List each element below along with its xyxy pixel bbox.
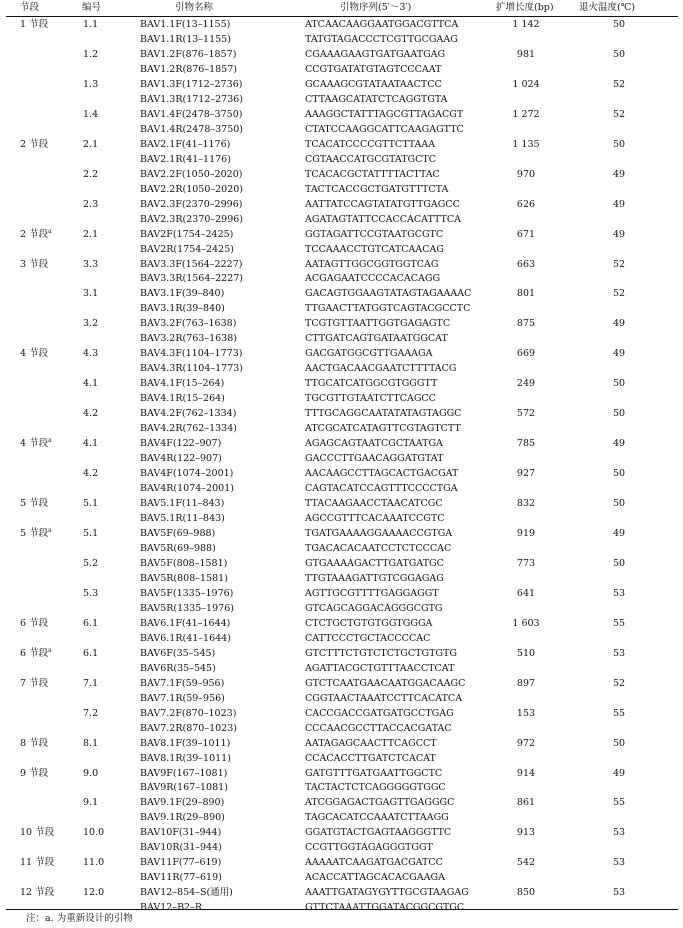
- sequence-cell: GGTAGATTCCGTAATGCGTC: [305, 228, 444, 240]
- length-cell: 914: [516, 767, 536, 779]
- segment-cell: 10 节段: [20, 827, 55, 839]
- primer-name-cell: BAV7.2R(870–1023): [140, 722, 237, 734]
- number-cell: 10.0: [83, 827, 105, 839]
- sequence-cell: TTGTAAAGATTGTCGGAGAG: [305, 572, 444, 584]
- sequence-cell: TACTCACCGCTGATGTTTCTA: [305, 183, 449, 195]
- primer-name-cell: BAV2.3F(2370–2996): [140, 198, 243, 210]
- number-cell: 2.3: [83, 198, 99, 210]
- number-cell: 9.0: [83, 767, 99, 779]
- primer-name-cell: BAV5F(69–988): [140, 527, 216, 539]
- temp-cell: 49: [612, 348, 626, 360]
- length-cell: 897: [516, 677, 536, 689]
- number-cell: 8.1: [83, 737, 99, 749]
- number-cell: 11.0: [83, 857, 105, 869]
- temp-cell: 55: [612, 797, 626, 809]
- primer-name-cell: BAV8.1F(39–1011): [140, 737, 231, 749]
- primer-name-cell: BAV11F(77–619): [140, 857, 222, 869]
- sequence-cell: TTGAACTTATGGTCAGTACGCCTC: [305, 303, 471, 315]
- primer-name-cell: BAV4R(1074–2001): [140, 483, 234, 495]
- sequence-cell: GTCTTTCTGTCTCTGCTGTGTG: [305, 647, 457, 659]
- primer-name-cell: BAV7.2F(870–1023): [140, 707, 237, 719]
- number-cell: 4.1: [83, 378, 99, 390]
- primer-name-cell: BAV5R(1335–1976): [140, 602, 234, 614]
- primer-name-cell: BAV9.1R(29–890): [140, 812, 225, 824]
- temp-cell: 50: [612, 498, 626, 510]
- sequence-cell: GTTCTAAATTGGATACGGCGTGC: [305, 902, 465, 914]
- number-cell: 3.3: [83, 258, 99, 270]
- sequence-cell: GATGTTTGATGAATTGGCTC: [305, 767, 443, 779]
- segment-cell: 1 节段: [20, 19, 49, 30]
- sequence-cell: GACGATGGCGTTGAAAGA: [305, 348, 433, 360]
- temp-cell: 53: [612, 647, 626, 659]
- primer-name-cell: BAV7.1R(59–956): [140, 692, 225, 704]
- length-cell: 927: [516, 468, 536, 480]
- header-amplicon-length: 扩增长度(bp): [496, 2, 554, 13]
- sequence-cell: CATTCCCTGCTACCCCAC: [305, 632, 431, 644]
- primer-name-cell: BAV6.1F(41–1644): [140, 617, 231, 629]
- primer-name-cell: BAV9R(167–1081): [140, 782, 228, 794]
- length-cell: 850: [516, 887, 536, 899]
- sequence-cell: CCGTGATATGTAGTCCCAAT: [305, 63, 442, 75]
- header-number: 编号: [82, 2, 102, 13]
- footnote: 注：a. 为重新设计的引物: [26, 913, 133, 924]
- sequence-cell: AAAGGCTATTTAGCGTTAGACGT: [305, 108, 464, 120]
- sequence-cell: AAATTGATAGYGYTTGCGTAAGAG: [305, 887, 469, 899]
- sequence-cell: GTCTCAATGAACAATGGACAAGC: [305, 677, 466, 689]
- sequence-cell: ATCAACAAGGAATGGACGTTCA: [305, 19, 459, 30]
- segment-cell: 7 节段: [20, 677, 49, 689]
- length-cell: 626: [516, 198, 536, 210]
- segment-label: 2 节段: [20, 228, 49, 240]
- primer-name-cell: BAV4F(1074–2001): [140, 468, 234, 480]
- sequence-cell: ACGAGAATCCCCACACAGG: [305, 273, 441, 285]
- segment-cell: 2 节段: [20, 138, 49, 150]
- temp-cell: 53: [612, 887, 626, 899]
- primer-name-cell: BAV1.3R(1712–2736): [140, 93, 244, 105]
- length-cell: 861: [516, 797, 536, 809]
- segment-cell: [20, 526, 52, 541]
- length-cell: 1 024: [512, 78, 540, 90]
- number-cell: 4.2: [83, 408, 99, 420]
- sequence-cell: AGAGCAGTAATCGCTAATGA: [305, 438, 443, 450]
- length-cell: 1 135: [512, 138, 540, 150]
- temp-cell: 53: [612, 857, 626, 869]
- segment-cell: 6 节段: [20, 617, 49, 629]
- sequence-cell: TTTGCAGGCAATATATAGTAGGC: [305, 408, 462, 420]
- redesigned-marker: a: [48, 227, 52, 235]
- number-cell: 1.3: [83, 78, 99, 90]
- number-cell: 9.1: [83, 797, 99, 809]
- length-cell: 785: [516, 438, 536, 450]
- number-cell: 5.1: [83, 498, 99, 510]
- temp-cell: 53: [612, 827, 626, 839]
- primer-name-cell: BAV5R(69–988): [140, 542, 216, 554]
- primer-name-cell: BAV5F(1335–1976): [140, 587, 234, 599]
- sequence-cell: AACTGACAACGAATCTTTTACG: [305, 363, 457, 375]
- primer-name-cell: BAV2F(1754–2425): [140, 228, 234, 240]
- length-cell: 153: [516, 707, 536, 719]
- primer-name-cell: BAV4R(122–907): [140, 453, 222, 465]
- sequence-cell: AAAAATCAAGATGACGATCC: [305, 857, 443, 869]
- header-annealing-temp: 退火温度(℃): [579, 2, 636, 13]
- number-cell: 6.1: [83, 647, 99, 659]
- table-header-row: [0, 0, 683, 16]
- primer-name-cell: BAV3.2R(763–1638): [140, 333, 237, 345]
- number-cell: 4.1: [83, 438, 99, 450]
- primer-name-cell: BAV1.3F(1712–2736): [140, 78, 243, 90]
- sequence-cell: GGATGTACTGAGTAAGGGTTC: [305, 827, 452, 839]
- sequence-cell: CGGTAACTAAATCCTTCACATCA: [305, 692, 463, 704]
- primer-name-cell: BAV6R(35–545): [140, 662, 216, 674]
- number-cell: 1.2: [83, 48, 99, 60]
- temp-cell: 50: [612, 408, 626, 420]
- sequence-cell: TGACACACAATCCTCTCCCAC: [305, 542, 452, 554]
- length-cell: 832: [516, 498, 536, 510]
- sequence-cell: TTGCATCATGGCGTGGGTT: [305, 378, 438, 390]
- sequence-cell: CCGTTGGTAGAGGGTGGT: [305, 842, 433, 854]
- length-cell: 913: [516, 827, 536, 839]
- primer-name-cell: BAV1.2F(876–1857): [140, 48, 237, 60]
- sequence-cell: GTCAGCAGGACAGGGCGTG: [305, 602, 443, 614]
- temp-cell: 49: [612, 228, 626, 240]
- sequence-cell: TCACACGCTATTTTACTTAC: [305, 168, 440, 180]
- temp-cell: 49: [612, 527, 626, 539]
- primer-name-cell: BAV1.4R(2478–3750): [140, 123, 244, 135]
- redesigned-marker: a: [48, 526, 52, 534]
- sequence-cell: CTTAAGCATATCTCAGGTGTA: [305, 93, 448, 105]
- temp-cell: 50: [612, 557, 626, 569]
- segment-cell: 9 节段: [20, 767, 49, 779]
- sequence-cell: TCACATCCCCGTTCTTAAA: [305, 138, 436, 150]
- temp-cell: 50: [612, 378, 626, 390]
- primer-name-cell: BAV3.2F(763–1638): [140, 318, 237, 330]
- segment-cell: 11 节段: [20, 857, 55, 869]
- segment-cell: 12 节段: [20, 887, 55, 899]
- length-cell: 641: [516, 587, 536, 599]
- sequence-cell: AACAAGCCTTAGCACTGACGAT: [305, 468, 459, 480]
- primer-name-cell: BAV2.1R(41–1176): [140, 153, 231, 165]
- header-sequence: 引物序列(5′～3′): [340, 2, 412, 13]
- sequence-cell: CACCGACCGATGATGCCTGAG: [305, 707, 454, 719]
- sequence-cell: TCGTGTTAATTGGTGAGAGTC: [305, 318, 451, 330]
- primer-name-cell: BAV10F(31–944): [140, 827, 222, 839]
- redesigned-marker: a: [48, 437, 52, 444]
- number-cell: 3.2: [83, 318, 99, 330]
- segment-label: 6 节段: [20, 647, 49, 659]
- sequence-cell: GTGAAAAGACTTGATGATGC: [305, 557, 444, 569]
- redesigned-marker: a: [48, 646, 52, 654]
- temp-cell: 50: [612, 48, 626, 60]
- primer-name-cell: BAV4.1R(15–264): [140, 393, 225, 405]
- primer-name-cell: BAV2.3R(2370–2996): [140, 213, 244, 225]
- primer-name-cell: BAV12–854–S(通用): [140, 887, 233, 899]
- primer-name-cell: BAV1.1R(13–1155): [140, 33, 231, 45]
- temp-cell: 49: [612, 168, 626, 180]
- temp-cell: 52: [612, 677, 626, 689]
- number-cell: 5.1: [83, 527, 99, 539]
- primer-name-cell: BAV5F(808–1581): [140, 557, 228, 569]
- length-cell: 1 272: [512, 108, 540, 120]
- primer-name-cell: BAV6.1R(41–1644): [140, 632, 231, 644]
- length-cell: 972: [516, 737, 536, 749]
- segment-cell: [20, 436, 52, 451]
- bottom-rule: [6, 909, 678, 910]
- length-cell: 875: [516, 318, 536, 330]
- primer-name-cell: BAV1.4F(2478–3750): [140, 108, 243, 120]
- primer-name-cell: BAV5R(808–1581): [140, 572, 228, 584]
- sequence-cell: AGTTGCGTTTTGAGGAGGT: [305, 587, 439, 599]
- primer-name-cell: BAV4.3R(1104–1773): [140, 363, 244, 375]
- length-cell: 773: [516, 557, 536, 569]
- sequence-cell: TACTACTCTCAGGGGGTGGC: [305, 782, 446, 794]
- segment-cell: 8 节段: [20, 737, 49, 749]
- primer-name-cell: BAV4.2F(762–1334): [140, 408, 237, 420]
- sequence-cell: AATAGTTGGCGGTGGTCAG: [305, 258, 439, 270]
- sequence-cell: AGATTACGCTGTTTAACCTCAT: [305, 662, 455, 674]
- sequence-cell: CTCTGCTGTGTGGTGGGA: [305, 617, 433, 629]
- header-segment: 节段: [20, 2, 40, 13]
- number-cell: 7.1: [83, 677, 99, 689]
- primer-name-cell: BAV4.3F(1104–1773): [140, 348, 243, 360]
- temp-cell: 52: [612, 78, 626, 90]
- number-cell: 2.1: [83, 138, 99, 150]
- sequence-cell: GCAAAGCGTATAATAACTCC: [305, 78, 442, 90]
- length-cell: 510: [516, 647, 536, 659]
- sequence-cell: ATCGGAGACTGAGTTGAGGGC: [305, 797, 455, 809]
- number-cell: 3.1: [83, 288, 99, 300]
- length-cell: 981: [516, 48, 536, 60]
- length-cell: 1 603: [512, 617, 540, 629]
- primer-name-cell: BAV4F(122–907): [140, 438, 222, 450]
- temp-cell: 55: [612, 617, 626, 629]
- primer-name-cell: BAV2.2F(1050–2020): [140, 168, 243, 180]
- sequence-cell: TGCGTTGTAATCTTCAGCC: [305, 393, 436, 405]
- length-cell: 671: [516, 228, 536, 240]
- sequence-cell: CAGTACATCCAGTTTCCCCTGA: [305, 483, 458, 495]
- primer-name-cell: BAV3.3F(1564–2227): [140, 258, 243, 270]
- length-cell: 669: [516, 348, 536, 360]
- sequence-cell: CGAAAGAAGTGATGAATGAG: [305, 48, 446, 60]
- number-cell: 5.2: [83, 557, 99, 569]
- temp-cell: 49: [612, 198, 626, 210]
- sequence-cell: ATCGCATCATAGTTCGTAGTCTT: [305, 423, 461, 435]
- primer-name-cell: BAV1.2R(876–1857): [140, 63, 237, 75]
- segment-cell: [20, 646, 52, 661]
- temp-cell: 52: [612, 108, 626, 120]
- length-cell: 249: [516, 378, 536, 390]
- sequence-cell: TAGCACATCCAAATCTTAAGG: [305, 812, 449, 824]
- segment-cell: 3 节段: [20, 258, 49, 270]
- temp-cell: 50: [612, 468, 626, 480]
- number-cell: 1.1: [83, 19, 99, 30]
- length-cell: 663: [516, 258, 536, 270]
- primer-name-cell: BAV2.2R(1050–2020): [140, 183, 244, 195]
- length-cell: 572: [516, 408, 536, 420]
- temp-cell: 49: [612, 318, 626, 330]
- sequence-cell: AGCCGTTTCACAAATCCGTC: [305, 513, 445, 524]
- temp-cell: 49: [612, 438, 626, 450]
- temp-cell: 52: [612, 258, 626, 270]
- number-cell: 1.4: [83, 108, 99, 120]
- primer-name-cell: BAV8.1R(39–1011): [140, 752, 231, 764]
- header-primer-name: 引物名称: [175, 2, 214, 13]
- segment-cell: [20, 227, 52, 242]
- sequence-cell: GACCCTTGAACAGGATGTAT: [305, 453, 444, 465]
- number-cell: 4.2: [83, 468, 99, 480]
- segment-label: 4 节段: [20, 438, 49, 450]
- length-cell: 801: [516, 288, 536, 300]
- sequence-cell: AATAGAGCAACTTCAGCCT: [305, 737, 437, 749]
- temp-cell: 49: [612, 767, 626, 779]
- primer-name-cell: BAV2R(1754–2425): [140, 243, 234, 255]
- sequence-cell: AGATAGTATTCCACCACATTTCA: [305, 213, 461, 225]
- primer-name-cell: BAV9F(167–1081): [140, 767, 228, 779]
- length-cell: 542: [516, 857, 536, 869]
- primer-name-cell: BAV3.3R(1564–2227): [140, 273, 244, 285]
- primer-name-cell: BAV12–B2–R: [140, 902, 202, 914]
- primer-name-cell: BAV3.1F(39–840): [140, 288, 225, 300]
- primer-name-cell: BAV5.1F(11–843): [140, 498, 225, 510]
- segment-cell: 5 节段: [20, 498, 49, 510]
- number-cell: 6.1: [83, 617, 99, 629]
- sequence-cell: CCACACCTTGATCTCACAT: [305, 752, 436, 764]
- sequence-cell: TTACAAGAACCTAACATCGC: [305, 498, 443, 510]
- sequence-cell: CTATCCAAGGCATTCAAGAGTTC: [305, 123, 464, 135]
- temp-cell: 50: [612, 138, 626, 150]
- primer-name-cell: BAV4.1F(15–264): [140, 378, 225, 390]
- sequence-cell: TATGTAGACCCTCGTTGCGAAG: [305, 33, 458, 45]
- primer-name-cell: BAV4.2R(762–1334): [140, 423, 237, 435]
- temp-cell: 52: [612, 288, 626, 300]
- sequence-cell: AATTATCCAGTATATGTTGAGCC: [305, 198, 460, 210]
- number-cell: 5.3: [83, 587, 99, 599]
- number-cell: 12.0: [83, 887, 105, 899]
- primer-name-cell: BAV9.1F(29–890): [140, 797, 225, 809]
- temp-cell: 50: [612, 19, 626, 30]
- primer-name-cell: BAV5.1R(11–843): [140, 513, 225, 524]
- primer-name-cell: BAV10R(31–944): [140, 842, 222, 854]
- sequence-cell: CCCAACGCCTTACCACGATAC: [305, 722, 452, 734]
- primer-name-cell: BAV3.1R(39–840): [140, 303, 225, 315]
- length-cell: 919: [516, 527, 536, 539]
- primer-name-cell: BAV7.1F(59–956): [140, 677, 225, 689]
- temp-cell: 53: [612, 587, 626, 599]
- number-cell: 2.1: [83, 228, 99, 240]
- temp-cell: 50: [612, 737, 626, 749]
- sequence-cell: TCCAAACCTGTCATCAACAG: [305, 243, 444, 255]
- segment-cell: 4 节段: [20, 348, 49, 360]
- primer-name-cell: BAV2.1F(41–1176): [140, 138, 231, 150]
- segment-label: 5 节段: [20, 527, 49, 539]
- sequence-cell: GACAGTGGAAGTATAGTAGAAAAC: [305, 288, 472, 300]
- length-cell: 1 142: [512, 19, 540, 30]
- primer-name-cell: BAV1.1F(13–1155): [140, 19, 231, 30]
- sequence-cell: ACACCATTAGCACACGAAGA: [305, 872, 445, 884]
- primer-name-cell: BAV6F(35–545): [140, 647, 216, 659]
- number-cell: 2.2: [83, 168, 99, 180]
- temp-cell: 55: [612, 707, 626, 719]
- sequence-cell: CTTGATCAGTGATAATGGCAT: [305, 333, 448, 345]
- number-cell: 7.2: [83, 707, 99, 719]
- length-cell: 970: [516, 168, 536, 180]
- sequence-cell: CGTAACCATGCGTATGCTC: [305, 153, 437, 165]
- number-cell: 4.3: [83, 348, 99, 360]
- sequence-cell: TGATGAAAAGGAAAACCGTGA: [305, 527, 453, 539]
- primer-name-cell: BAV11R(77–619): [140, 872, 222, 884]
